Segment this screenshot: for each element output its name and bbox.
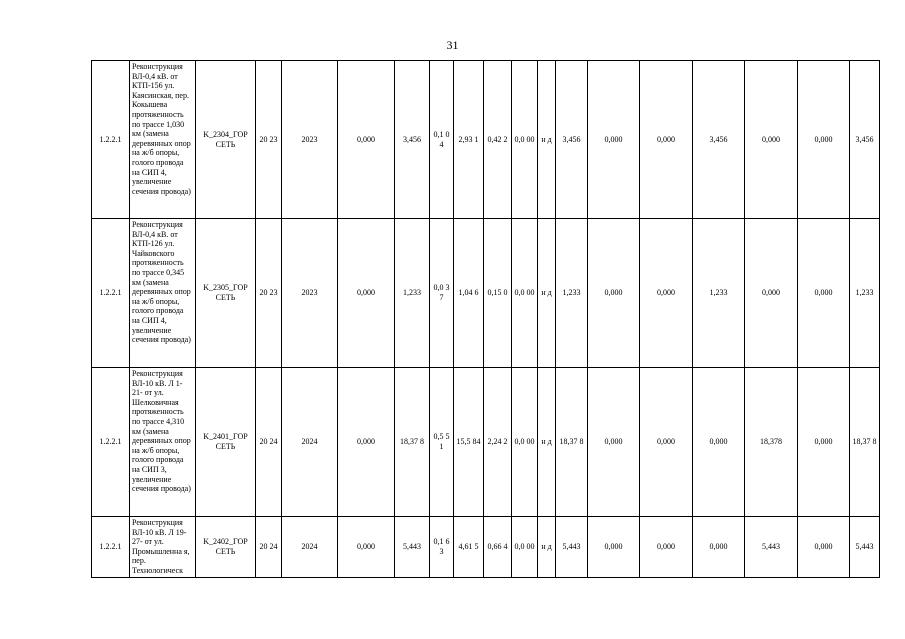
value-cell: 0,0 00 xyxy=(512,219,538,368)
value-cell: 0,0 00 xyxy=(512,368,538,517)
page-number: 31 xyxy=(446,38,459,52)
value-cell: 15,5 84 xyxy=(454,368,484,517)
value-cell: 0,000 xyxy=(588,61,640,219)
value-cell: 0,000 xyxy=(798,368,850,517)
year-start: 20 23 xyxy=(256,61,282,219)
value-cell: 0,000 xyxy=(798,517,850,578)
table-row xyxy=(92,517,880,578)
value-cell: 3,456 xyxy=(693,61,745,219)
value-cell: 18,378 xyxy=(745,368,798,517)
project-code: K_2402_ГОР СЕТЬ xyxy=(196,517,256,578)
row-number: 1.2.2.1 xyxy=(92,61,130,219)
value-cell: 0,1 63 xyxy=(430,517,454,578)
value-cell: н д xyxy=(538,368,556,517)
value-cell: н д xyxy=(538,61,556,219)
value-cell: н д xyxy=(538,219,556,368)
value-cell: 3,456 xyxy=(556,61,588,219)
value-cell: 0,000 xyxy=(338,517,395,578)
project-description: Реконструкция ВЛ-10 кВ. Л 19-27- от ул. Промышленна я, пер. Технологическ xyxy=(130,517,196,578)
value-cell: 18,37 8 xyxy=(850,368,880,517)
value-cell: 0,000 xyxy=(338,61,395,219)
value-cell: 1,233 xyxy=(850,219,880,368)
row-number: 1.2.2.1 xyxy=(92,368,130,517)
investment-table xyxy=(91,60,880,578)
year-start: 20 23 xyxy=(256,219,282,368)
year-end: 2024 xyxy=(282,517,338,578)
value-cell: 0,000 xyxy=(693,368,745,517)
value-cell: н д xyxy=(538,517,556,578)
value-cell: 3,456 xyxy=(850,61,880,219)
year-start: 20 24 xyxy=(256,517,282,578)
value-cell: 0,000 xyxy=(640,368,693,517)
project-code: K_2305_ГОР СЕТЬ xyxy=(196,219,256,368)
value-cell: 0,000 xyxy=(745,61,798,219)
year-end: 2024 xyxy=(282,368,338,517)
table-row xyxy=(92,61,880,219)
value-cell: 0,0 00 xyxy=(512,61,538,219)
value-cell: 0,5 51 xyxy=(430,368,454,517)
value-cell: 2,93 1 xyxy=(454,61,484,219)
table-row xyxy=(92,368,880,517)
value-cell: 1,233 xyxy=(556,219,588,368)
value-cell: 5,443 xyxy=(395,517,430,578)
value-cell: 5,443 xyxy=(850,517,880,578)
value-cell: 5,443 xyxy=(745,517,798,578)
value-cell: 0,000 xyxy=(745,219,798,368)
value-cell: 1,233 xyxy=(395,219,430,368)
value-cell: 0,1 04 xyxy=(430,61,454,219)
value-cell: 0,000 xyxy=(640,517,693,578)
value-cell: 1,233 xyxy=(693,219,745,368)
value-cell: 2,24 2 xyxy=(484,368,512,517)
value-cell: 4,61 5 xyxy=(454,517,484,578)
value-cell: 0,000 xyxy=(798,219,850,368)
project-description: Реконструкция ВЛ-0,4 кВ. от КТП-126 ул. Чайковского протяженность по трассе 0,345 км (замена деревянных опор на ж/б опоры, голого провода на СИП 4, увеличение сечения провода) xyxy=(130,219,196,368)
year-end: 2023 xyxy=(282,61,338,219)
project-code: K_2401_ГОР СЕТЬ xyxy=(196,368,256,517)
value-cell: 0,000 xyxy=(798,61,850,219)
value-cell: 0,42 2 xyxy=(484,61,512,219)
value-cell: 18,37 8 xyxy=(556,368,588,517)
value-cell: 0,0 00 xyxy=(512,517,538,578)
value-cell: 0,000 xyxy=(338,368,395,517)
value-cell: 0,000 xyxy=(588,517,640,578)
value-cell: 3,456 xyxy=(395,61,430,219)
value-cell: 0,0 37 xyxy=(430,219,454,368)
table-row xyxy=(92,219,880,368)
value-cell: 18,37 8 xyxy=(395,368,430,517)
row-number: 1.2.2.1 xyxy=(92,517,130,578)
project-description: Реконструкция ВЛ-10 кВ. Л 1-21- от ул. Шелковичная протяженность по трассе 4,310 км (замена деревянных опор на ж/б опоры, голого провода на СИП 3, увеличение сечения провода) xyxy=(130,368,196,517)
value-cell: 0,000 xyxy=(588,219,640,368)
value-cell: 0,000 xyxy=(338,219,395,368)
value-cell: 0,000 xyxy=(693,517,745,578)
row-number: 1.2.2.1 xyxy=(92,219,130,368)
value-cell: 0,000 xyxy=(640,61,693,219)
value-cell: 0,15 0 xyxy=(484,219,512,368)
value-cell: 0,000 xyxy=(640,219,693,368)
project-code: K_2304_ГОР СЕТЬ xyxy=(196,61,256,219)
project-description: Реконструкция ВЛ-0,4 кВ. от КТП-156 ул. Каясинская, пер. Кокышева протяженность по трассе 1,030 км (замена деревянных опор на ж/б опоры, голого провода на СИП 4, увеличение сечения провода) xyxy=(130,61,196,219)
year-end: 2023 xyxy=(282,219,338,368)
year-start: 20 24 xyxy=(256,368,282,517)
value-cell: 0,66 4 xyxy=(484,517,512,578)
value-cell: 1,04 6 xyxy=(454,219,484,368)
value-cell: 0,000 xyxy=(588,368,640,517)
value-cell: 5,443 xyxy=(556,517,588,578)
